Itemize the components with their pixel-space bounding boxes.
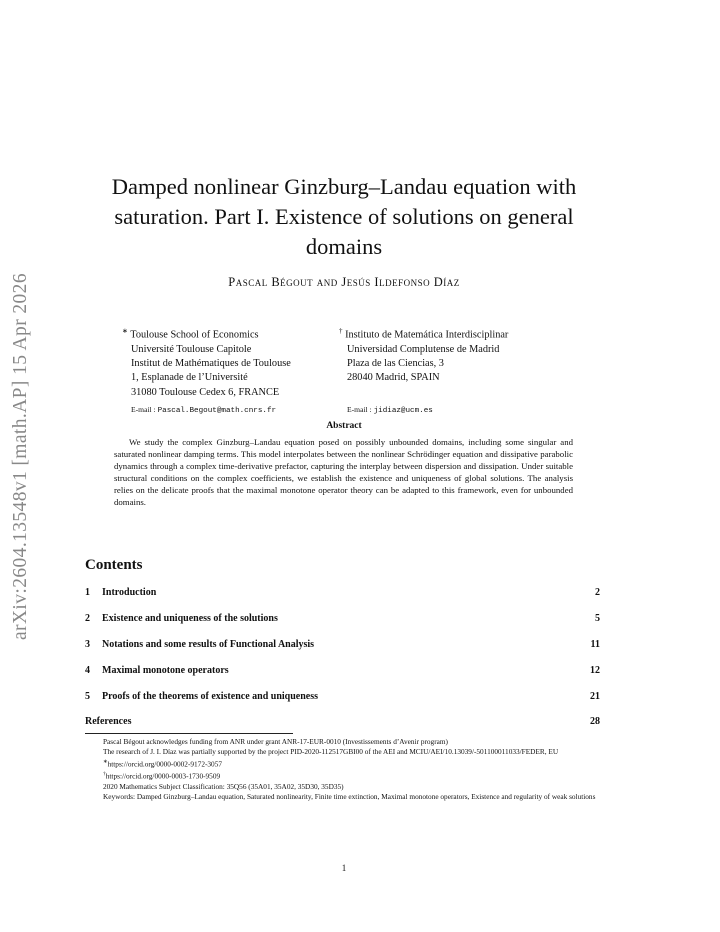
toc-entry-title[interactable]: Existence and uniqueness of the solutions	[102, 613, 278, 624]
toc-entry-title[interactable]: Maximal monotone operators	[102, 665, 229, 676]
toc-references-page[interactable]: 28	[590, 716, 600, 727]
page-number: 1	[341, 863, 347, 873]
footnote-rule	[85, 733, 293, 734]
arxiv-identifier-stamp: arXiv:2604.13548v1 [math.AP] 15 Apr 2026	[10, 273, 31, 640]
orcid-link[interactable]: https://orcid.org/0000-0002-9172-3057	[107, 759, 222, 769]
affiliation-1-line: Toulouse School of Economics	[130, 329, 259, 341]
orcid-link[interactable]: https://orcid.org/0000-0003-1730-9509	[105, 771, 221, 781]
affiliation-2-line: Plaza de las Ciencias, 3	[347, 358, 444, 370]
toc-entry-title[interactable]: Notations and some results of Functional Analysis	[102, 639, 315, 650]
toc-entry-number: 2	[85, 613, 90, 624]
email-link[interactable]: Pascal.Begout@math.cnrs.fr	[157, 406, 277, 415]
footnote-mark: †	[103, 771, 106, 778]
toc-entry-page[interactable]: 5	[595, 613, 600, 624]
abstract-heading: Abstract	[326, 421, 362, 431]
footnote-orcid-2	[85, 769, 600, 781]
toc-entry-page[interactable]: 21	[590, 691, 600, 702]
toc-entry-title[interactable]: Introduction	[102, 587, 157, 598]
footnote-keywords: Keywords: Damped Ginzburg–Landau equation, Saturated nonlinearity, Finite time extinction, Maximal monotone operators, Existence and regularity of weak solutions	[103, 791, 596, 801]
footnote-orcid-1	[85, 757, 600, 769]
affiliation-1-line: Université Toulouse Capitole	[131, 343, 252, 355]
affiliation-1	[122, 324, 291, 418]
affiliation-2-mark: †	[339, 327, 343, 335]
footnote-funding-1: Pascal Bégout acknowledges funding from ANR under grant ANR-17-EUR-0010 (Investissements d’Avenir program)	[103, 737, 448, 746]
toc-entry-page[interactable]: 12	[590, 665, 600, 676]
toc-entry-number: 3	[85, 639, 90, 650]
footnote-msc: 2020 Mathematics Subject Classification: 35Q56 (35A01, 35A02, 35D30, 35D35)	[103, 781, 344, 791]
toc-entry[interactable]	[85, 691, 600, 705]
affiliation-1-mark: ∗	[122, 327, 128, 335]
footnote-mark: ∗	[103, 759, 108, 765]
toc-entry-number: 4	[85, 665, 90, 676]
footnote-funding-2: The research of J. I. Díaz was partially supported by the project PID-2020-112517GBI00 of the AEI and MCIU/AEI/10.13039/-501100011033/FEDER, EU	[103, 747, 559, 756]
affiliation-1-line: 31080 Toulouse Cedex 6, FRANCE	[131, 386, 280, 398]
toc-references-title[interactable]: References	[85, 716, 132, 727]
toc-entry-number: 5	[85, 691, 90, 702]
paper-title: Damped nonlinear Ginzburg–Landau equation with saturation. Part I. Existence of solutions on general domains	[111, 174, 577, 259]
email-link[interactable]: jidiaz@ucm.es	[373, 406, 433, 415]
toc-entry-page[interactable]: 11	[590, 639, 600, 650]
toc-entry[interactable]	[85, 613, 600, 627]
affiliation-2	[339, 324, 508, 418]
toc-entry[interactable]	[85, 639, 600, 653]
affiliation-2-line: Universidad Complutense de Madrid	[347, 343, 500, 355]
authors: Pascal Bégout and Jesús Ildefonso Díaz	[228, 275, 460, 289]
contents-heading: Contents	[85, 557, 143, 573]
toc-entry-number: 1	[85, 587, 90, 598]
email-label: E-mail :	[347, 404, 372, 414]
toc-references[interactable]	[85, 716, 600, 730]
affiliation-1-email-row	[122, 403, 291, 418]
abstract-text: We study the complex Ginzburg–Landau equation posed on possibly unbounded domains, including some singular and saturated nonlinear damping terms. This model interpolates between the nonlinear Schrödinger equation and dissipative parabolic dynamics through a complex time-derivative prefactor, capturing the interplay between dispersion and dissipation. Under suitable structural conditions on the complex coefficients, we establish the existence and uniqueness of global solutions. The analysis relies on the delicate proofs that the maximal monotone operator theory can be adapted to this framework, even for unbounded domains.	[114, 437, 573, 508]
email-label: E-mail :	[131, 404, 156, 414]
footnotes	[85, 737, 600, 802]
toc-entry[interactable]	[85, 587, 600, 601]
affiliation-1-line: Institut de Mathématiques de Toulouse	[131, 358, 291, 370]
toc-entry-page[interactable]: 2	[595, 587, 600, 598]
affiliation-2-email-row	[339, 403, 508, 418]
affiliation-1-line: 1, Esplanade de l’Université	[131, 372, 248, 384]
affiliation-2-line: Instituto de Matemática Interdisciplinar	[345, 329, 509, 341]
affiliation-2-line: 28040 Madrid, SPAIN	[347, 372, 440, 384]
toc-entry[interactable]	[85, 665, 600, 679]
toc-entry-title[interactable]: Proofs of the theorems of existence and uniqueness	[102, 691, 319, 702]
